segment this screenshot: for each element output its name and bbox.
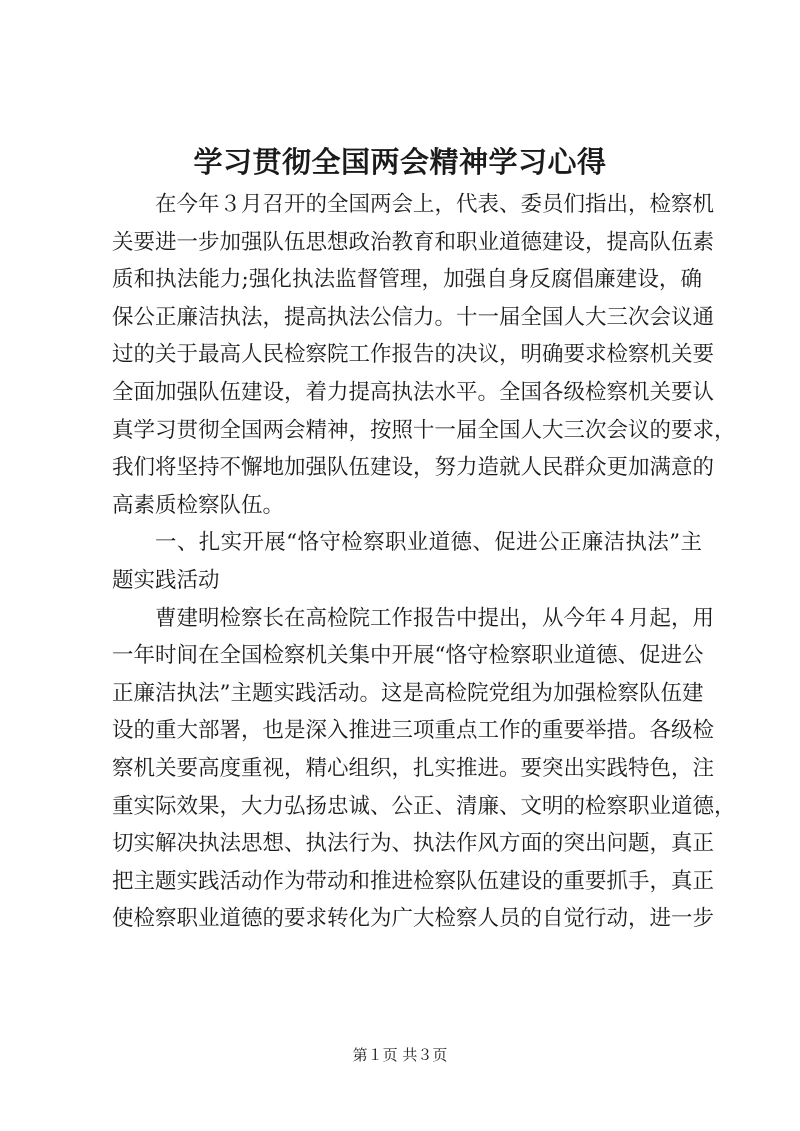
paragraph-1: [112, 186, 736, 524]
heading-line: 一、扎实开展“恪守检察职业道德、促进公正廉洁执法”主: [155, 530, 702, 556]
paragraph-line: 曹建明检察长在高检院工作报告中提出，从今年４月起，用: [155, 605, 715, 631]
document-body: [112, 186, 736, 938]
page-footer: 第１页 共３页: [352, 1046, 448, 1064]
paragraph-line: 高素质检察队伍。: [112, 492, 285, 518]
paragraph-line: 重实际效果，大力弘扬忠诚、公正、清廉、文明的检察职业道德，: [112, 793, 736, 819]
paragraph-line: 切实解决执法思想、执法行为、执法作风方面的突出问题，真正: [112, 831, 715, 857]
paragraph-line: 真学习贯彻全国两会精神，按照十一届全国人大三次会议的要求，: [112, 417, 736, 443]
paragraph-line: 使检察职业道德的要求转化为广大检察人员的自觉行动，进一步: [112, 906, 715, 932]
paragraph-line: 过的关于最高人民检察院工作报告的决议，明确要求检察机关要: [112, 342, 715, 368]
paragraph-line: 在今年３月召开的全国两会上，代表、委员们指出，检察机: [155, 192, 715, 217]
section-heading-1: [112, 524, 702, 599]
paragraph-line: 正廉洁执法”主题实践活动。这是高检院党组为加强检察队伍建: [112, 680, 704, 706]
paragraph-2: [112, 600, 736, 938]
paragraph-line: 质和执法能力;强化执法监督管理，加强自身反腐倡廉建设，确: [112, 267, 702, 293]
paragraph-line: 关要进一步加强队伍思想政治教育和职业道德建设，提高队伍素: [112, 229, 715, 255]
paragraph-line: 保公正廉洁执法，提高执法公信力。十一届全国人大三次会议通: [112, 304, 715, 330]
paragraph-line: 全面加强队伍建设，着力提高执法水平。全国各级检察机关要认: [112, 379, 715, 405]
paragraph-line: 把主题实践活动作为带动和推进检察队伍建设的重要抓手，真正: [112, 868, 715, 894]
paragraph-line: 我们将坚持不懈地加强队伍建设，努力造就人民群众更加满意的: [112, 455, 715, 481]
paragraph-line: 一年时间在全国检察机关集中开展“恪守检察职业道德、促进公: [112, 643, 704, 669]
paragraph-line: 察机关要高度重视，精心组织，扎实推进。要突出实践特色，注: [112, 755, 715, 781]
paragraph-line: 设的重大部署，也是深入推进三项重点工作的重要举措。各级检: [112, 718, 715, 744]
document-title: 学习贯彻全国两会精神学习心得: [193, 145, 607, 179]
heading-line: 题实践活动: [112, 567, 220, 593]
